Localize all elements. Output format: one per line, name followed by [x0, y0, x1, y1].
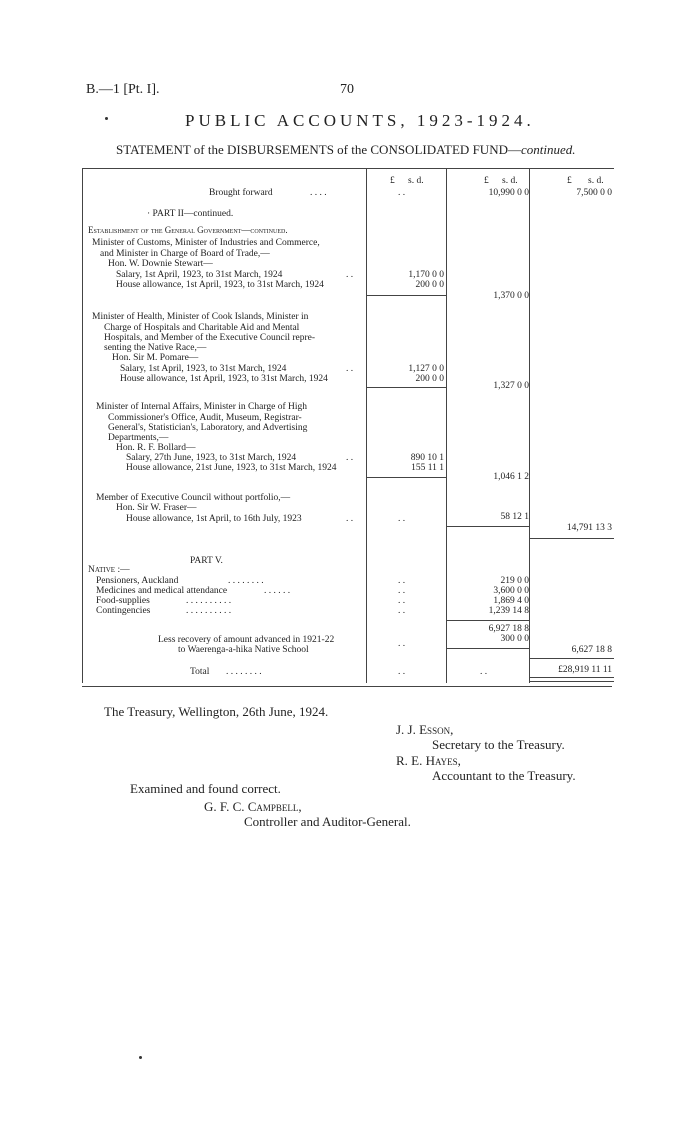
customs-house-label: House allowance, 1st April, 1923, to 31st March, 1924	[116, 280, 324, 290]
total-dots: . . . . . . . .	[226, 667, 262, 677]
native-item-dots: . . . . . .	[264, 586, 291, 596]
part5-heading: PART V.	[190, 556, 223, 566]
signatory-1-title: Secretary to the Treasury.	[432, 737, 565, 752]
health-total: 1,327 0 0	[493, 381, 529, 391]
exec-line-2: Hon. Sir W. Fraser—	[116, 503, 197, 513]
col2-sd-header: s. d.	[502, 176, 518, 186]
customs-salary-label: Salary, 1st April, 1923, to 31st March, 1924	[116, 270, 283, 280]
column-rule-3	[529, 168, 530, 683]
health-salary-label: Salary, 1st April, 1923, to 31st March, 1924	[120, 364, 287, 374]
native-net-amount: 6,627 18 8	[571, 645, 612, 655]
health-house-amount: 200 0 0	[415, 374, 444, 384]
ink-dot	[105, 117, 108, 120]
health-line-1: Minister of Health, Minister of Cook Islands, Minister in	[92, 312, 309, 322]
native-item-amount: 3,600 0 0	[493, 586, 529, 596]
native-item-amount: 1,239 14 8	[488, 606, 529, 616]
brought-forward-dots: . . . .	[310, 188, 327, 198]
internal-house-label: House allowance, 21st June, 1923, to 31st March, 1924	[126, 463, 337, 473]
ink-dot	[139, 1056, 142, 1059]
native-item-dots: . . . . . . . . . .	[186, 596, 232, 606]
signatory-2-name: R. E. Hayes,	[396, 753, 461, 768]
page-number: 70	[340, 82, 354, 97]
native-item-col1: . .	[398, 586, 406, 596]
internal-line-1: Minister of Internal Affairs, Minister in Charge of High	[96, 402, 307, 412]
table-top-rule	[82, 168, 614, 169]
internal-total: 1,046 1 2	[493, 472, 529, 482]
native-item-dots: . . . . . . . .	[228, 576, 264, 586]
document-reference: B.—1 [Pt. I].	[86, 82, 160, 97]
exec-house-col1: . .	[398, 514, 406, 524]
signatory-1-name: J. J. Esson,	[396, 722, 454, 737]
internal-line-3: General's, Statistician's, Laboratory, and Advertising	[108, 423, 308, 433]
health-rule	[366, 387, 446, 388]
statement-heading	[116, 142, 575, 158]
native-subtotal-rule	[446, 620, 529, 621]
native-item-label: Pensioners, Auckland	[96, 576, 179, 586]
exec-house-label: House allowance, 1st April, to 16th July, 1923	[126, 514, 302, 524]
exec-house-amount: 58 12 1	[500, 512, 529, 522]
native-item-amount: 219 0 0	[500, 576, 529, 586]
less-recovery-amount: 300 0 0	[500, 634, 529, 644]
statement-heading-main: STATEMENT of the DISBURSEMENTS of the CONSOLIDATED FUND—	[116, 142, 521, 157]
less-recovery-rule	[446, 648, 529, 649]
col1-sd-header: s. d.	[408, 176, 424, 186]
section-total-rule	[529, 538, 614, 539]
customs-salary-amount: 1,170 0 0	[408, 270, 444, 280]
customs-rule	[366, 295, 446, 296]
total-label: Total	[190, 667, 210, 677]
signatory-3-name: G. F. C. Campbell,	[204, 799, 302, 814]
internal-house-amount: 155 11 1	[411, 463, 444, 473]
internal-line-5: Hon. R. F. Bollard—	[116, 443, 196, 453]
customs-total: 1,370 0 0	[493, 291, 529, 301]
table-bottom-rule	[82, 686, 612, 687]
native-item-label: Food-supplies	[96, 596, 150, 606]
native-item-label: Medicines and medical attendance	[96, 586, 228, 596]
native-item-label: Contingencies	[96, 606, 151, 616]
column-rule-1	[366, 168, 367, 683]
native-subtotal: 6,927 18 8	[488, 624, 529, 634]
part2-heading-text: PART II—continued.	[152, 209, 234, 219]
health-salary-amount: 1,127 0 0	[408, 364, 444, 374]
customs-line-2: and Minister in Charge of Board of Trade,—	[100, 249, 270, 259]
internal-salary-dots: . .	[346, 453, 354, 463]
col1-pound-header: £	[390, 176, 395, 186]
health-line-5: Hon. Sir M. Pomare—	[112, 353, 199, 363]
exec-house-dots: . .	[346, 514, 354, 524]
native-item-col1: . .	[398, 576, 406, 586]
examined-statement: Examined and found correct.	[130, 781, 281, 796]
native-item-dots: . . . . . . . . . .	[186, 606, 232, 616]
health-house-label: House allowance, 1st April, 1923, to 31st March, 1924	[120, 374, 328, 384]
less-recovery-line-2: to Waerenga-a-hika Native School	[178, 645, 309, 655]
customs-line-1: Minister of Customs, Minister of Industries and Commerce,	[92, 238, 320, 248]
grand-total: £28,919 11 11	[558, 665, 612, 675]
section-total: 14,791 13 3	[566, 523, 612, 533]
native-label: Native :—	[88, 565, 130, 575]
health-line-2: Charge of Hospitals and Charitable Aid and Mental	[104, 323, 300, 333]
statement-heading-continued: continued.	[520, 142, 576, 157]
total-col1: . .	[398, 667, 406, 677]
health-line-4: senting the Native Race,—	[104, 343, 207, 353]
column-rule-2	[446, 168, 447, 683]
health-salary-dots: . .	[346, 364, 354, 374]
exec-rule	[446, 526, 529, 527]
signatory-2-title: Accountant to the Treasury.	[432, 768, 576, 783]
customs-house-amount: 200 0 0	[415, 280, 444, 290]
table-left-border	[82, 168, 83, 683]
customs-line-3: Hon. W. Downie Stewart—	[108, 259, 213, 269]
grand-total-double-rule	[529, 677, 614, 682]
total-col2: . .	[480, 667, 488, 677]
brought-forward-col3: 7,500 0 0	[576, 188, 612, 198]
signatory-3-title: Controller and Auditor-General.	[244, 814, 411, 829]
less-recovery-line-1: Less recovery of amount advanced in 1921-22	[158, 635, 335, 645]
less-recovery-col1: . .	[398, 639, 406, 649]
col3-pound-header: £	[567, 176, 572, 186]
brought-forward-col1: . .	[398, 188, 406, 198]
place-date: The Treasury, Wellington, 26th June, 1924.	[104, 704, 329, 719]
brought-forward-col2: 10,990 0 0	[488, 188, 529, 198]
internal-salary-label: Salary, 27th June, 1923, to 31st March, 1924	[126, 453, 297, 463]
health-line-3: Hospitals, and Member of the Executive Council repre-	[104, 333, 316, 343]
col3-sd-header: s. d.	[588, 176, 604, 186]
customs-salary-dots: . .	[346, 270, 354, 280]
brought-forward-label: Brought forward	[209, 188, 273, 198]
internal-salary-amount: 890 10 1	[410, 453, 444, 463]
net-rule	[529, 658, 614, 659]
col2-pound-header: £	[484, 176, 489, 186]
internal-rule	[366, 477, 446, 478]
internal-line-4: Departments,—	[108, 433, 169, 443]
internal-line-2: Commissioner's Office, Audit, Museum, Registrar-	[108, 413, 302, 423]
page-title: PUBLIC ACCOUNTS, 1923-1924.	[185, 111, 535, 130]
native-item-col1: . .	[398, 606, 406, 616]
native-item-amount: 1,869 4 0	[493, 596, 529, 606]
part2-heading: · PART II—continued.	[147, 209, 234, 219]
exec-line-1: Member of Executive Council without portfolio,—	[96, 493, 291, 503]
part2-subheading: Establishment of the General Government—continued.	[88, 225, 288, 235]
native-item-col1: . .	[398, 596, 406, 606]
